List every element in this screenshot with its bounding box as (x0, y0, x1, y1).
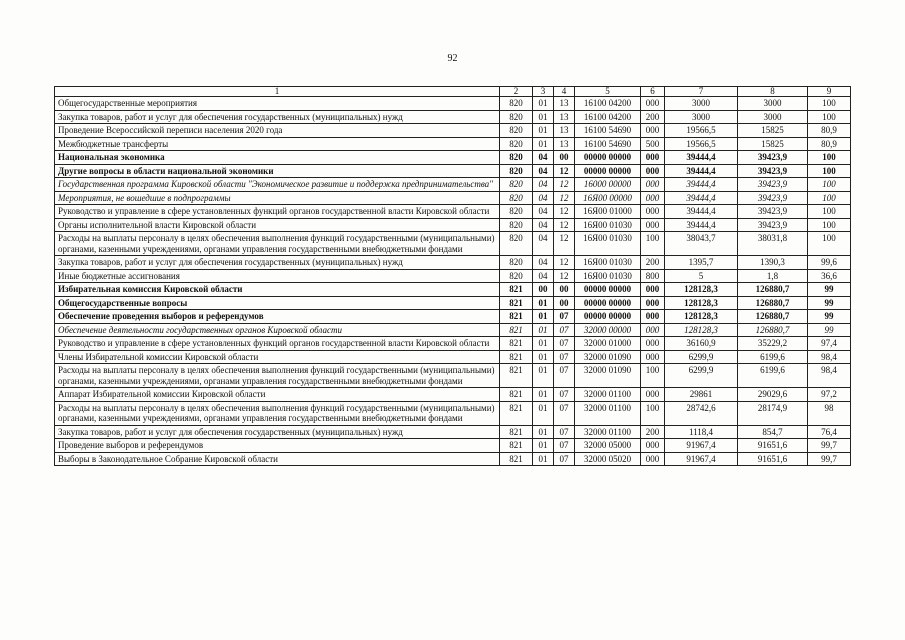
table-cell: 91967,4 (665, 452, 738, 466)
row-name-cell: Национальная экономика (55, 151, 500, 165)
table-cell: 98 (808, 401, 851, 425)
table-cell: 00000 00000 (575, 310, 641, 324)
table-cell: 000 (641, 350, 665, 364)
table-cell: 000 (641, 310, 665, 324)
table-cell: 32000 05020 (575, 452, 641, 466)
table-cell: 39444,4 (665, 164, 738, 178)
row-name-cell: Общегосударственные вопросы (55, 296, 500, 310)
table-cell: 820 (500, 110, 533, 124)
table-cell: 32000 00000 (575, 323, 641, 337)
table-cell: 07 (554, 323, 575, 337)
table-cell: 12 (554, 218, 575, 232)
table-cell: 39444,4 (665, 191, 738, 205)
table-cell: 000 (641, 205, 665, 219)
table-cell: 100 (808, 191, 851, 205)
row-name-cell: Мероприятия, не вошедшие в подпрограммы (55, 191, 500, 205)
table-cell: 820 (500, 218, 533, 232)
table-row (55, 388, 851, 402)
table-cell: 04 (533, 178, 554, 192)
table-row (55, 425, 851, 439)
table-cell: 128128,3 (665, 296, 738, 310)
table-cell: 5 (665, 269, 738, 283)
row-name-cell: Государственная программа Кировской области "Экономическое развитие и поддержка предпринимательства" (55, 178, 500, 192)
table-body (55, 97, 851, 466)
table-cell: 12 (554, 269, 575, 283)
table-cell: 100 (808, 205, 851, 219)
table-cell: 126880,7 (738, 283, 808, 297)
table-row (55, 269, 851, 283)
table-cell: 821 (500, 452, 533, 466)
table-cell: 821 (500, 310, 533, 324)
table-cell: 820 (500, 232, 533, 256)
table-cell: 820 (500, 256, 533, 270)
table-cell: 00 (533, 283, 554, 297)
table-cell: 000 (641, 191, 665, 205)
table-row (55, 452, 851, 466)
table-cell: 820 (500, 191, 533, 205)
table-cell: 821 (500, 364, 533, 388)
table-cell: 16100 54690 (575, 124, 641, 138)
table-cell: 12 (554, 256, 575, 270)
table-cell: 36160,9 (665, 337, 738, 351)
row-name-cell: Обеспечение деятельности государственных органов Кировской области (55, 323, 500, 337)
table-cell: 821 (500, 323, 533, 337)
table-cell: 01 (533, 310, 554, 324)
table-row (55, 137, 851, 151)
table-cell: 04 (533, 218, 554, 232)
table-cell: 000 (641, 283, 665, 297)
table-cell: 12 (554, 232, 575, 256)
table-cell: 04 (533, 151, 554, 165)
table-cell: 000 (641, 151, 665, 165)
table-cell: 1390,3 (738, 256, 808, 270)
table-cell: 821 (500, 337, 533, 351)
table-cell: 99 (808, 310, 851, 324)
row-name-cell: Выборы в Законодательное Собрание Кировской области (55, 452, 500, 466)
row-name-cell: Проведение Всероссийской переписи населения 2020 года (55, 124, 500, 138)
table-cell: 01 (533, 439, 554, 453)
table-cell: 04 (533, 205, 554, 219)
table-cell: 01 (533, 110, 554, 124)
row-name-cell: Закупка товаров, работ и услуг для обеспечения государственных (муниципальных) нужд (55, 256, 500, 270)
table-cell: 500 (641, 137, 665, 151)
table-cell: 821 (500, 401, 533, 425)
table-cell: 32000 05000 (575, 439, 641, 453)
table-cell: 91967,4 (665, 439, 738, 453)
table-cell: 820 (500, 97, 533, 111)
table-cell: 15825 (738, 124, 808, 138)
column-header: 2 (500, 87, 533, 97)
table-row (55, 323, 851, 337)
table-cell: 000 (641, 296, 665, 310)
table-cell: 19566,5 (665, 124, 738, 138)
table-row (55, 218, 851, 232)
table-cell: 126880,7 (738, 296, 808, 310)
table-cell: 100 (641, 401, 665, 425)
table-cell: 04 (533, 164, 554, 178)
table-cell: 000 (641, 323, 665, 337)
table-cell: 28742,6 (665, 401, 738, 425)
row-name-cell: Иные бюджетные ассигнования (55, 269, 500, 283)
table-cell: 821 (500, 425, 533, 439)
table-cell: 100 (808, 218, 851, 232)
table-cell: 3000 (665, 97, 738, 111)
row-name-cell: Расходы на выплаты персоналу в целях обеспечения выполнения функций государственными (муниципальными) органами, казенными учреждениями, органами управления государственными внебюджетными фондами (55, 364, 500, 388)
table-cell: 15825 (738, 137, 808, 151)
table-cell: 04 (533, 269, 554, 283)
table-cell: 07 (554, 439, 575, 453)
table-cell: 99,6 (808, 256, 851, 270)
table-cell: 07 (554, 401, 575, 425)
table-cell: 91651,6 (738, 452, 808, 466)
table-cell: 07 (554, 452, 575, 466)
table-row (55, 151, 851, 165)
table-row (55, 283, 851, 297)
table-cell: 36,6 (808, 269, 851, 283)
table-cell: 07 (554, 310, 575, 324)
table-cell: 100 (808, 151, 851, 165)
table-cell: 100 (808, 178, 851, 192)
table-cell: 07 (554, 388, 575, 402)
table-cell: 01 (533, 350, 554, 364)
table-cell: 126880,7 (738, 310, 808, 324)
table-cell: 04 (533, 256, 554, 270)
row-name-cell: Закупка товаров, работ и услуг для обеспечения государственных (муниципальных) нужд (55, 110, 500, 124)
table-cell: 13 (554, 137, 575, 151)
table-cell: 821 (500, 388, 533, 402)
table-cell: 07 (554, 337, 575, 351)
table-cell: 100 (808, 232, 851, 256)
table-cell: 39423,9 (738, 178, 808, 192)
table-cell: 32000 01100 (575, 388, 641, 402)
table-cell: 128128,3 (665, 310, 738, 324)
table-cell: 01 (533, 124, 554, 138)
table-cell: 39423,9 (738, 205, 808, 219)
table-cell: 07 (554, 364, 575, 388)
table-cell: 32000 01090 (575, 364, 641, 388)
table-cell: 99,7 (808, 439, 851, 453)
table-cell: 000 (641, 164, 665, 178)
table-cell: 32000 01100 (575, 425, 641, 439)
table-cell: 100 (641, 364, 665, 388)
table-cell: 39444,4 (665, 218, 738, 232)
table-cell: 98,4 (808, 350, 851, 364)
table-cell: 000 (641, 337, 665, 351)
table-cell: 6299,9 (665, 364, 738, 388)
table-cell: 000 (641, 97, 665, 111)
table-row (55, 124, 851, 138)
table-cell: 000 (641, 388, 665, 402)
table-cell: 800 (641, 269, 665, 283)
row-name-cell: Расходы на выплаты персоналу в целях обеспечения выполнения функций государственными (муниципальными) органами, казенными учреждениями, органами управления государственными внебюджетными фондами (55, 401, 500, 425)
table-cell: 01 (533, 137, 554, 151)
row-name-cell: Закупка товаров, работ и услуг для обеспечения государственных (муниципальных) нужд (55, 425, 500, 439)
table-cell: 821 (500, 439, 533, 453)
table-cell: 99 (808, 323, 851, 337)
row-name-cell: Другие вопросы в области национальной экономики (55, 164, 500, 178)
table-row (55, 97, 851, 111)
row-name-cell: Расходы на выплаты персоналу в целях обеспечения выполнения функций государственными (муниципальными) органами, казенными учреждениями, органами управления государственными внебюджетными фондами (55, 232, 500, 256)
table-cell: 32000 01090 (575, 350, 641, 364)
table-cell: 04 (533, 191, 554, 205)
table-row (55, 337, 851, 351)
table-cell: 000 (641, 452, 665, 466)
table-cell: 13 (554, 124, 575, 138)
table-cell: 16Я00 01000 (575, 205, 641, 219)
table-cell: 6199,6 (738, 364, 808, 388)
column-header: 9 (808, 87, 851, 97)
table-cell: 821 (500, 296, 533, 310)
column-header: 7 (665, 87, 738, 97)
column-header: 6 (641, 87, 665, 97)
table-cell: 00 (554, 151, 575, 165)
row-name-cell: Проведение выборов и референдумов (55, 439, 500, 453)
table-cell: 04 (533, 232, 554, 256)
table-cell: 1118,4 (665, 425, 738, 439)
table-cell: 821 (500, 283, 533, 297)
table-cell: 39444,4 (665, 205, 738, 219)
table-cell: 200 (641, 256, 665, 270)
table-cell: 13 (554, 110, 575, 124)
table-cell: 12 (554, 191, 575, 205)
table-cell: 91651,6 (738, 439, 808, 453)
table-cell: 1,8 (738, 269, 808, 283)
column-header: 4 (554, 87, 575, 97)
table-row (55, 350, 851, 364)
table-cell: 98,4 (808, 364, 851, 388)
table-cell: 01 (533, 323, 554, 337)
table-cell: 19566,5 (665, 137, 738, 151)
row-name-cell: Межбюджетные трансферты (55, 137, 500, 151)
table-cell: 12 (554, 205, 575, 219)
table-row (55, 296, 851, 310)
table-cell: 128128,3 (665, 283, 738, 297)
table-cell: 01 (533, 452, 554, 466)
table-cell: 97,2 (808, 388, 851, 402)
table-cell: 39444,4 (665, 178, 738, 192)
table-cell: 01 (533, 425, 554, 439)
table-row (55, 205, 851, 219)
table-cell: 6299,9 (665, 350, 738, 364)
table-cell: 100 (808, 164, 851, 178)
table-cell: 16Я00 01030 (575, 232, 641, 256)
table-cell: 3000 (738, 97, 808, 111)
column-header: 3 (533, 87, 554, 97)
row-name-cell: Обеспечение проведения выборов и референдумов (55, 310, 500, 324)
table-row (55, 110, 851, 124)
table-row (55, 439, 851, 453)
table-cell: 16100 54690 (575, 137, 641, 151)
row-name-cell: Аппарат Избирательной комиссии Кировской области (55, 388, 500, 402)
row-name-cell: Руководство и управление в сфере установленных функций органов государственной власти Кировской области (55, 337, 500, 351)
table-cell: 820 (500, 151, 533, 165)
table-cell: 07 (554, 425, 575, 439)
table-cell: 000 (641, 218, 665, 232)
column-header: 5 (575, 87, 641, 97)
column-header: 8 (738, 87, 808, 97)
table-cell: 39423,9 (738, 191, 808, 205)
table-cell: 28174,9 (738, 401, 808, 425)
table-row (55, 178, 851, 192)
table-cell: 01 (533, 364, 554, 388)
table-cell: 3000 (738, 110, 808, 124)
table-cell: 32000 01100 (575, 401, 641, 425)
row-name-cell: Руководство и управление в сфере установленных функций органов государственной власти Кировской области (55, 205, 500, 219)
table-cell: 99 (808, 283, 851, 297)
table-cell: 00000 00000 (575, 164, 641, 178)
table-cell: 820 (500, 178, 533, 192)
table-cell: 16Я00 01030 (575, 256, 641, 270)
column-header: 1 (55, 87, 500, 97)
row-name-cell: Избирательная комиссия Кировской области (55, 283, 500, 297)
table-cell: 01 (533, 296, 554, 310)
table-cell: 3000 (665, 110, 738, 124)
table-cell: 100 (641, 232, 665, 256)
table-cell: 01 (533, 337, 554, 351)
table-cell: 07 (554, 350, 575, 364)
table-cell: 39423,9 (738, 164, 808, 178)
table-row (55, 310, 851, 324)
table-cell: 32000 01000 (575, 337, 641, 351)
table-cell: 00000 00000 (575, 296, 641, 310)
table-row (55, 256, 851, 270)
table-cell: 820 (500, 124, 533, 138)
row-name-cell: Общегосударственные мероприятия (55, 97, 500, 111)
table-cell: 00000 00000 (575, 151, 641, 165)
table-cell: 76,4 (808, 425, 851, 439)
table-cell: 16Я00 01030 (575, 269, 641, 283)
table-cell: 820 (500, 137, 533, 151)
table-header-row (55, 87, 851, 97)
table-cell: 39423,9 (738, 151, 808, 165)
table-cell: 200 (641, 425, 665, 439)
table-cell: 01 (533, 388, 554, 402)
table-cell: 38043,7 (665, 232, 738, 256)
table-cell: 39423,9 (738, 218, 808, 232)
table-row (55, 232, 851, 256)
table-cell: 16100 04200 (575, 97, 641, 111)
table-cell: 00000 00000 (575, 283, 641, 297)
table-cell: 01 (533, 401, 554, 425)
table-cell: 128128,3 (665, 323, 738, 337)
table-cell: 12 (554, 164, 575, 178)
table-cell: 100 (808, 110, 851, 124)
table-cell: 99 (808, 296, 851, 310)
table-cell: 820 (500, 269, 533, 283)
table-cell: 854,7 (738, 425, 808, 439)
table-cell: 820 (500, 164, 533, 178)
table-cell: 12 (554, 178, 575, 192)
table-cell: 6199,6 (738, 350, 808, 364)
table-cell: 35229,2 (738, 337, 808, 351)
table-cell: 80,9 (808, 137, 851, 151)
table-cell: 99,7 (808, 452, 851, 466)
table-cell: 16000 00000 (575, 178, 641, 192)
table-cell: 821 (500, 350, 533, 364)
table-cell: 29861 (665, 388, 738, 402)
table-cell: 97,4 (808, 337, 851, 351)
table-row (55, 191, 851, 205)
table-row (55, 164, 851, 178)
budget-table (54, 86, 851, 466)
table-cell: 00 (554, 296, 575, 310)
table-cell: 000 (641, 439, 665, 453)
table-cell: 1395,7 (665, 256, 738, 270)
page-number: 92 (447, 53, 458, 64)
table-cell: 16Я00 00000 (575, 191, 641, 205)
table-cell: 126880,7 (738, 323, 808, 337)
table-row (55, 364, 851, 388)
table-cell: 820 (500, 205, 533, 219)
table-cell: 000 (641, 178, 665, 192)
table-cell: 000 (641, 124, 665, 138)
table-row (55, 401, 851, 425)
table-cell: 16Я00 01030 (575, 218, 641, 232)
table-cell: 200 (641, 110, 665, 124)
table-cell: 29029,6 (738, 388, 808, 402)
table-cell: 16100 04200 (575, 110, 641, 124)
table-cell: 80,9 (808, 124, 851, 138)
table-cell: 100 (808, 97, 851, 111)
table-cell: 00 (554, 283, 575, 297)
table-cell: 38031,8 (738, 232, 808, 256)
row-name-cell: Органы исполнительной власти Кировской области (55, 218, 500, 232)
row-name-cell: Члены Избирательной комиссии Кировской области (55, 350, 500, 364)
table-cell: 13 (554, 97, 575, 111)
table-cell: 39444,4 (665, 151, 738, 165)
table-cell: 01 (533, 97, 554, 111)
